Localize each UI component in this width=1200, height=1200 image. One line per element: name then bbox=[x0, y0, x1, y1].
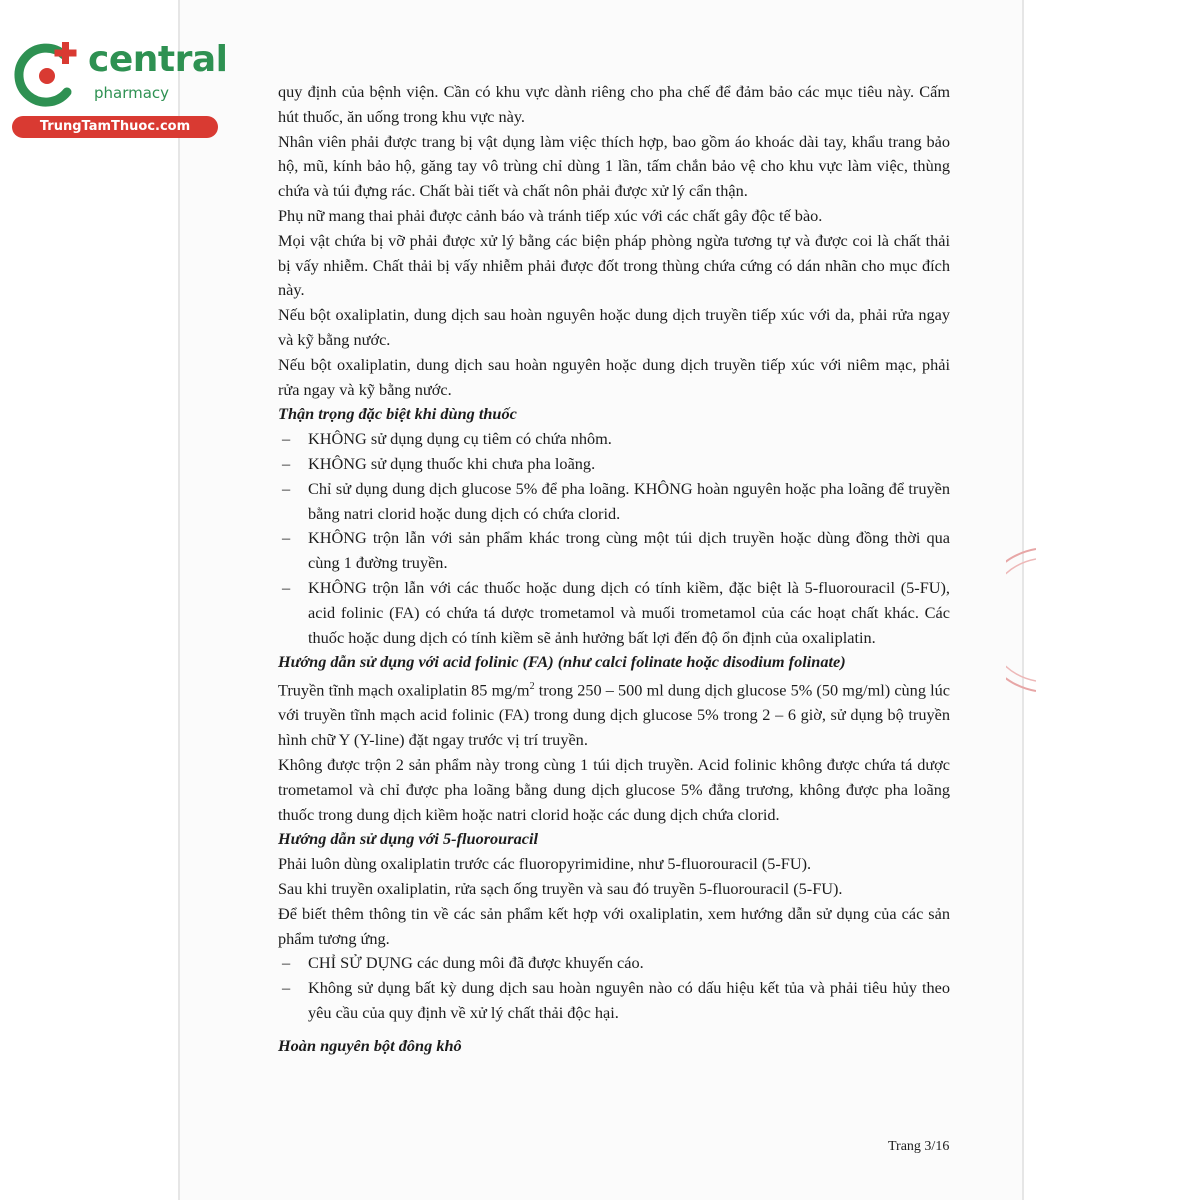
list-item-text: KHÔNG sử dụng thuốc khi chưa pha loãng. bbox=[308, 453, 596, 473]
list-dash: – bbox=[282, 528, 291, 548]
list-dash: – bbox=[282, 429, 291, 449]
red-stamp-fragment bbox=[1006, 545, 1036, 695]
logo-brand: central bbox=[88, 39, 228, 80]
list-item bbox=[278, 576, 950, 650]
list-item-text: KHÔNG trộn lẫn với các thuốc hoặc dung dịch có tính kiềm, đặc biệt là 5-fluorouracil (5-FU), acid folinic (FA) có chứa tá dược trometamol và muối trometamol của các hoạt chất khác. Các thuốc hoặc dung dịch có tính kiềm sẽ ảnh hưởng bất lợi đến độ ổn định của oxaliplatin. bbox=[308, 577, 950, 647]
section-heading: Hướng dẫn sử dụng với 5-fluorouracil bbox=[278, 829, 538, 849]
superscript: 2 bbox=[529, 681, 535, 693]
section-heading: Hoàn nguyên bột đông khô bbox=[278, 1035, 462, 1055]
list-item-text: KHÔNG sử dụng dụng cụ tiêm có chứa nhôm. bbox=[308, 429, 612, 449]
paragraph bbox=[278, 675, 950, 753]
list-item bbox=[278, 427, 950, 452]
paragraph: Phải luôn dùng oxaliplatin trước các fluoropyrimidine, như 5-fluorouracil (5-FU). bbox=[278, 854, 812, 874]
paragraph: Sau khi truyền oxaliplatin, rửa sạch ống truyền và sau đó truyền 5-fluorouracil (5-FU). bbox=[278, 878, 843, 898]
paragraph: Nếu bột oxaliplatin, dung dịch sau hoàn nguyên hoặc dung dịch truyền tiếp xúc với niêm mạc, phải rửa ngay và kỹ bằng nước. bbox=[278, 354, 950, 399]
paragraph: quy định của bệnh viện. Cần có khu vực dành riêng cho pha chế để đảm bảo các mục tiêu này. Cấm hút thuốc, ăn uống trong khu vực này. bbox=[278, 82, 950, 126]
paragraph: Nhân viên phải được trang bị vật dụng làm việc thích hợp, bao gồm áo khoác dài tay, khẩu trang bảo hộ, mũ, kính bảo hộ, găng tay vô trùng chỉ dùng 1 lần, tấm chắn bảo vệ cho khu vực làm việc, thùng chứa và túi đựng rác. Chất bài tiết và chất nôn phải được xử lý cẩn thận. bbox=[278, 131, 950, 201]
paragraph-text: trong 250 – 500 ml dung dịch glucose 5% (50 mg/ml) cùng lúc với truyền tĩnh mạch acid folinic (FA) trong dung dịch glucose 5% trong 2 – 6 giờ, sử dụng bộ truyền hình chữ Y (Y-line) đặt ngay trước vị trí truyền. bbox=[278, 680, 950, 750]
list-item bbox=[278, 951, 950, 976]
list-item bbox=[278, 526, 950, 576]
paragraph-text: Truyền tĩnh mạch oxaliplatin 85 mg/m bbox=[278, 680, 530, 700]
list-item-text: CHỈ SỬ DỤNG các dung môi đã được khuyến cáo. bbox=[308, 953, 644, 973]
paragraph: Nếu bột oxaliplatin, dung dịch sau hoàn nguyên hoặc dung dịch truyền tiếp xúc với da, phải rửa ngay và kỹ bằng nước. bbox=[278, 305, 950, 349]
list-dash: – bbox=[282, 978, 291, 998]
list-item bbox=[278, 452, 950, 477]
list-dash: – bbox=[282, 453, 291, 473]
list-dash: – bbox=[282, 478, 291, 498]
paragraph: Không được trộn 2 sản phẩm này trong cùng 1 túi dịch truyền. Acid folinic không được chứa tá dược trometamol và chỉ được pha loãng bằng dung dịch glucose 5% đẳng trương, không được pha loãng thuốc trong dung dịch kiềm hoặc natri clorid hoặc các dung dịch chứa clorid. bbox=[278, 754, 950, 824]
document-body bbox=[278, 80, 950, 1059]
central-logo-icon bbox=[12, 38, 86, 112]
page-number: Trang 3/16 bbox=[888, 1139, 950, 1154]
paragraph: Để biết thêm thông tin về các sản phẩm kết hợp với oxaliplatin, xem hướng dẫn sử dụng của các sản phẩm tương ứng. bbox=[278, 903, 950, 948]
logo-url[interactable]: TrungTamThuoc.com bbox=[12, 116, 218, 138]
paragraph: Phụ nữ mang thai phải được cảnh báo và tránh tiếp xúc với các chất gây độc tế bào. bbox=[278, 205, 823, 225]
list-item-text: Chỉ sử dụng dung dịch glucose 5% để pha loãng. KHÔNG hoàn nguyên hoặc pha loãng để truyền bằng natri clorid hoặc dung dịch có chứa clorid. bbox=[308, 478, 950, 523]
list-dash: – bbox=[282, 953, 291, 973]
logo-subtitle: pharmacy bbox=[94, 84, 170, 102]
list-item-text: Không sử dụng bất kỳ dung dịch sau hoàn nguyên nào có dấu hiệu kết tủa và phải tiêu hủy theo yêu cầu của quy định về xử lý chất thải độc hại. bbox=[308, 978, 950, 1022]
section-heading: Thận trọng đặc biệt khi dùng thuốc bbox=[278, 404, 517, 424]
section-heading: Hướng dẫn sử dụng với acid folinic (FA) (như calci folinate hoặc disodium folinate) bbox=[278, 652, 846, 672]
list-dash: – bbox=[282, 577, 291, 597]
list-item bbox=[278, 976, 950, 1026]
list-item bbox=[278, 477, 950, 527]
central-pharmacy-logo[interactable] bbox=[8, 36, 228, 140]
list-item-text: KHÔNG trộn lẫn với sản phẩm khác trong cùng một túi dịch truyền hoặc dùng đồng thời qua cùng 1 đường truyền. bbox=[308, 528, 950, 573]
paragraph: Mọi vật chứa bị vỡ phải được xử lý bằng các biện pháp phòng ngừa tương tự và được coi là chất thải bị vấy nhiễm. Chất thải bị vấy nhiễm phải được đốt trong thùng chứa cứng có dán nhãn cho mục đích này. bbox=[278, 230, 950, 300]
